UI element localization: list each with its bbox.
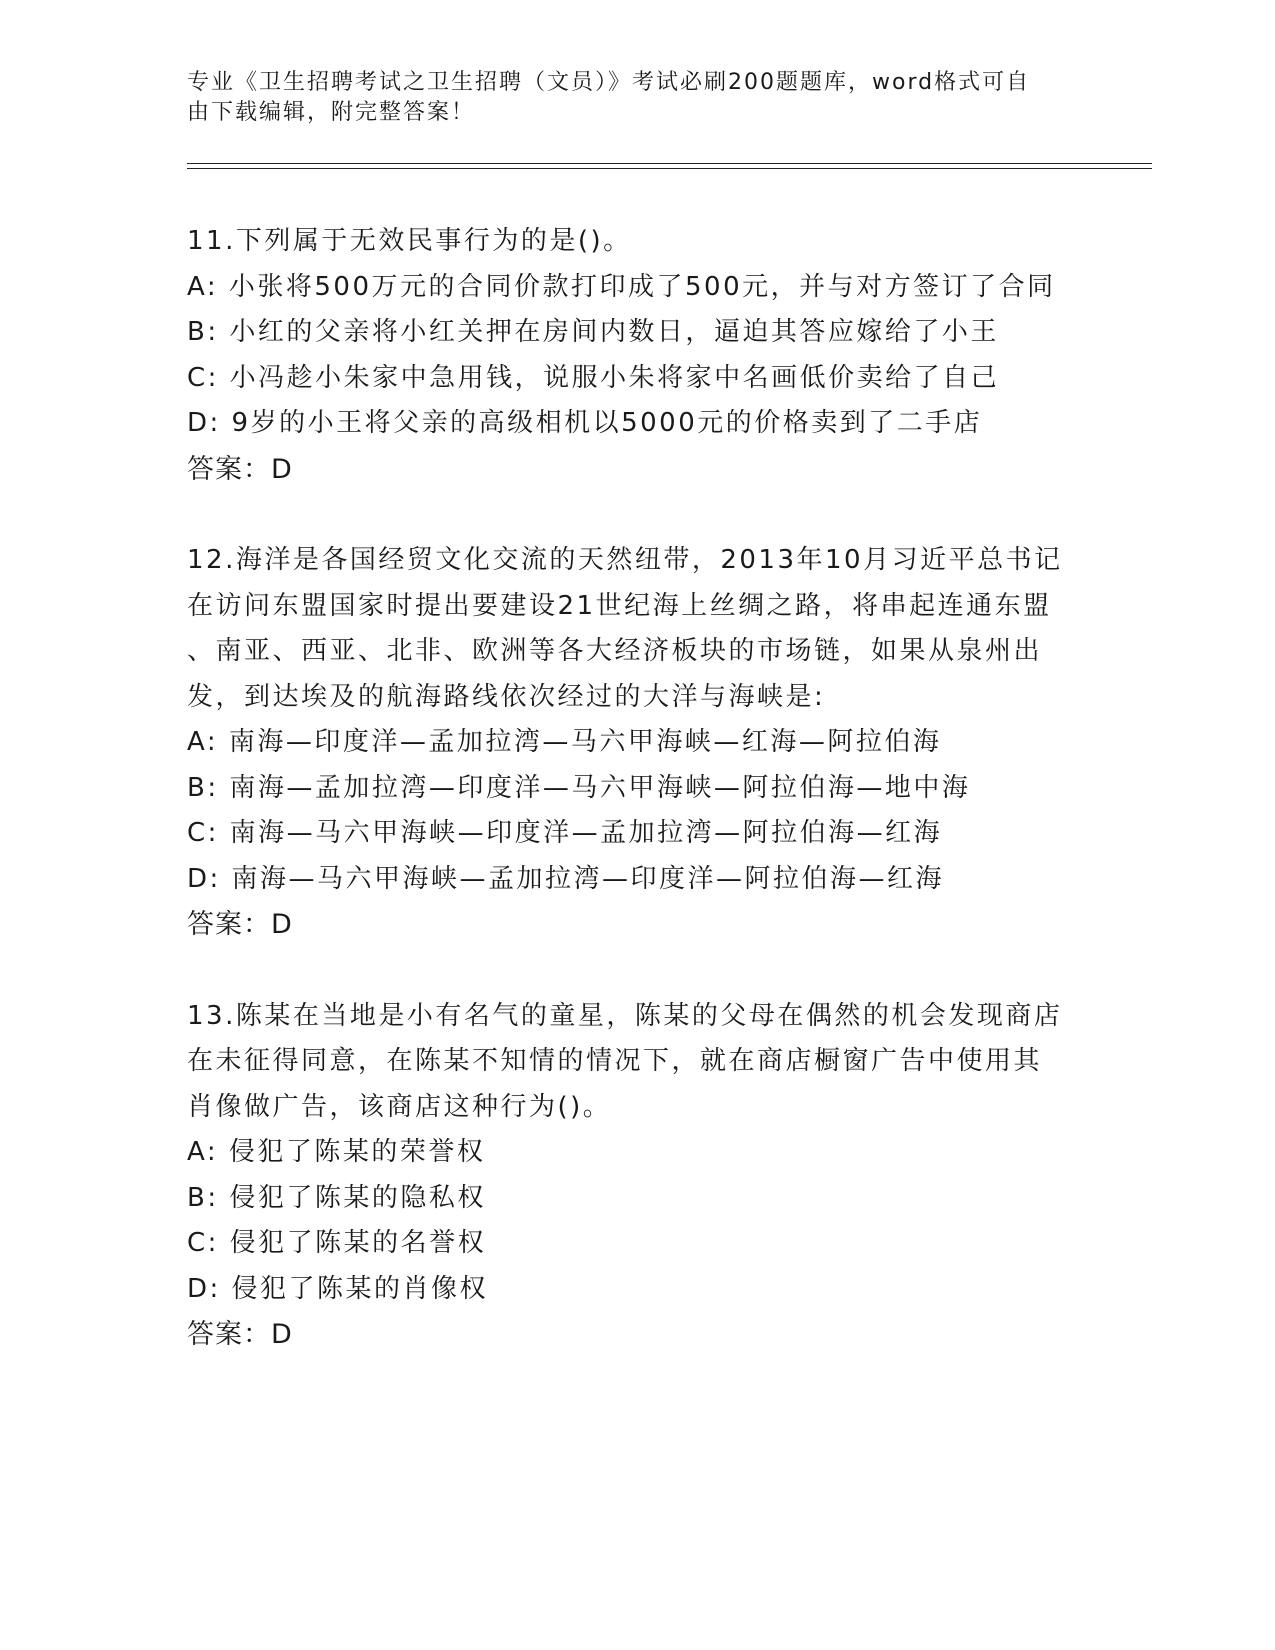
answer-label: 答案：D	[187, 909, 293, 940]
question-stem-line: 在未征得同意，在陈某不知情的情况下，就在商店橱窗广告中使用其	[187, 1046, 1043, 1076]
option-a: A: 南海—印度洋—孟加拉湾—马六甲海峡—红海—阿拉伯海	[187, 727, 942, 757]
question-stem-line: 肖像做广告，该商店这种行为()。	[187, 1091, 612, 1122]
option-d: D: 南海—马六甲海峡—孟加拉湾—印度洋—阿拉伯海—红海	[187, 863, 945, 894]
option-c: C: 侵犯了陈某的名誉权	[187, 1228, 487, 1258]
question-13	[187, 994, 1087, 1358]
question-stem-line: 在访问东盟国家时提出要建设21世纪海上丝绸之路，将串起连通东盟	[187, 590, 1052, 621]
question-stem-line: 、南亚、西亚、北非、欧洲等各大经济板块的市场链，如果从泉州出	[187, 636, 1043, 666]
answer-label: 答案：D	[187, 1319, 293, 1350]
header-divider	[187, 163, 1152, 169]
option-a: A: 侵犯了陈某的荣誉权	[187, 1137, 486, 1167]
option-b: B: 侵犯了陈某的隐私权	[187, 1182, 486, 1213]
question-12	[187, 538, 1087, 948]
question-stem-line: 13.陈某在当地是小有名气的童星，陈某的父母在偶然的机会发现商店	[187, 1000, 1063, 1031]
document-header	[187, 68, 1087, 128]
question-stem-line: 11.下列属于无效民事行为的是()。	[187, 226, 632, 256]
option-c: C: 南海—马六甲海峡—印度洋—孟加拉湾—阿拉伯海—红海	[187, 818, 943, 848]
document-page	[187, 68, 1087, 1358]
header-line-1: 专业《卫生招聘考试之卫生招聘（文员）》考试必刷200题题库，word格式可自	[187, 70, 1031, 95]
question-11	[187, 219, 1087, 492]
header-line-2: 由下载编辑，附完整答案！	[187, 100, 476, 125]
option-d: D: 侵犯了陈某的肖像权	[187, 1273, 489, 1304]
option-d: D: 9岁的小王将父亲的高级相机以5000元的价格卖到了二手店	[187, 408, 983, 438]
answer-label: 答案：D	[187, 453, 293, 485]
question-stem-line: 12.海洋是各国经贸文化交流的天然纽带，2013年10月习近平总书记	[187, 545, 1063, 575]
option-c: C: 小冯趁小朱家中急用钱，说服小朱将家中名画低价卖给了自己	[187, 362, 1000, 393]
question-stem-line: 发，到达埃及的航海路线依次经过的大洋与海峡是:	[187, 681, 826, 712]
option-b: B: 小红的父亲将小红关押在房间内数日，逼迫其答应嫁给了小王	[187, 317, 999, 347]
option-b: B: 南海—孟加拉湾—印度洋—马六甲海峡—阿拉伯海—地中海	[187, 772, 971, 803]
option-a: A: 小张将500万元的合同价款打印成了500元，并与对方签订了合同	[187, 271, 1056, 302]
